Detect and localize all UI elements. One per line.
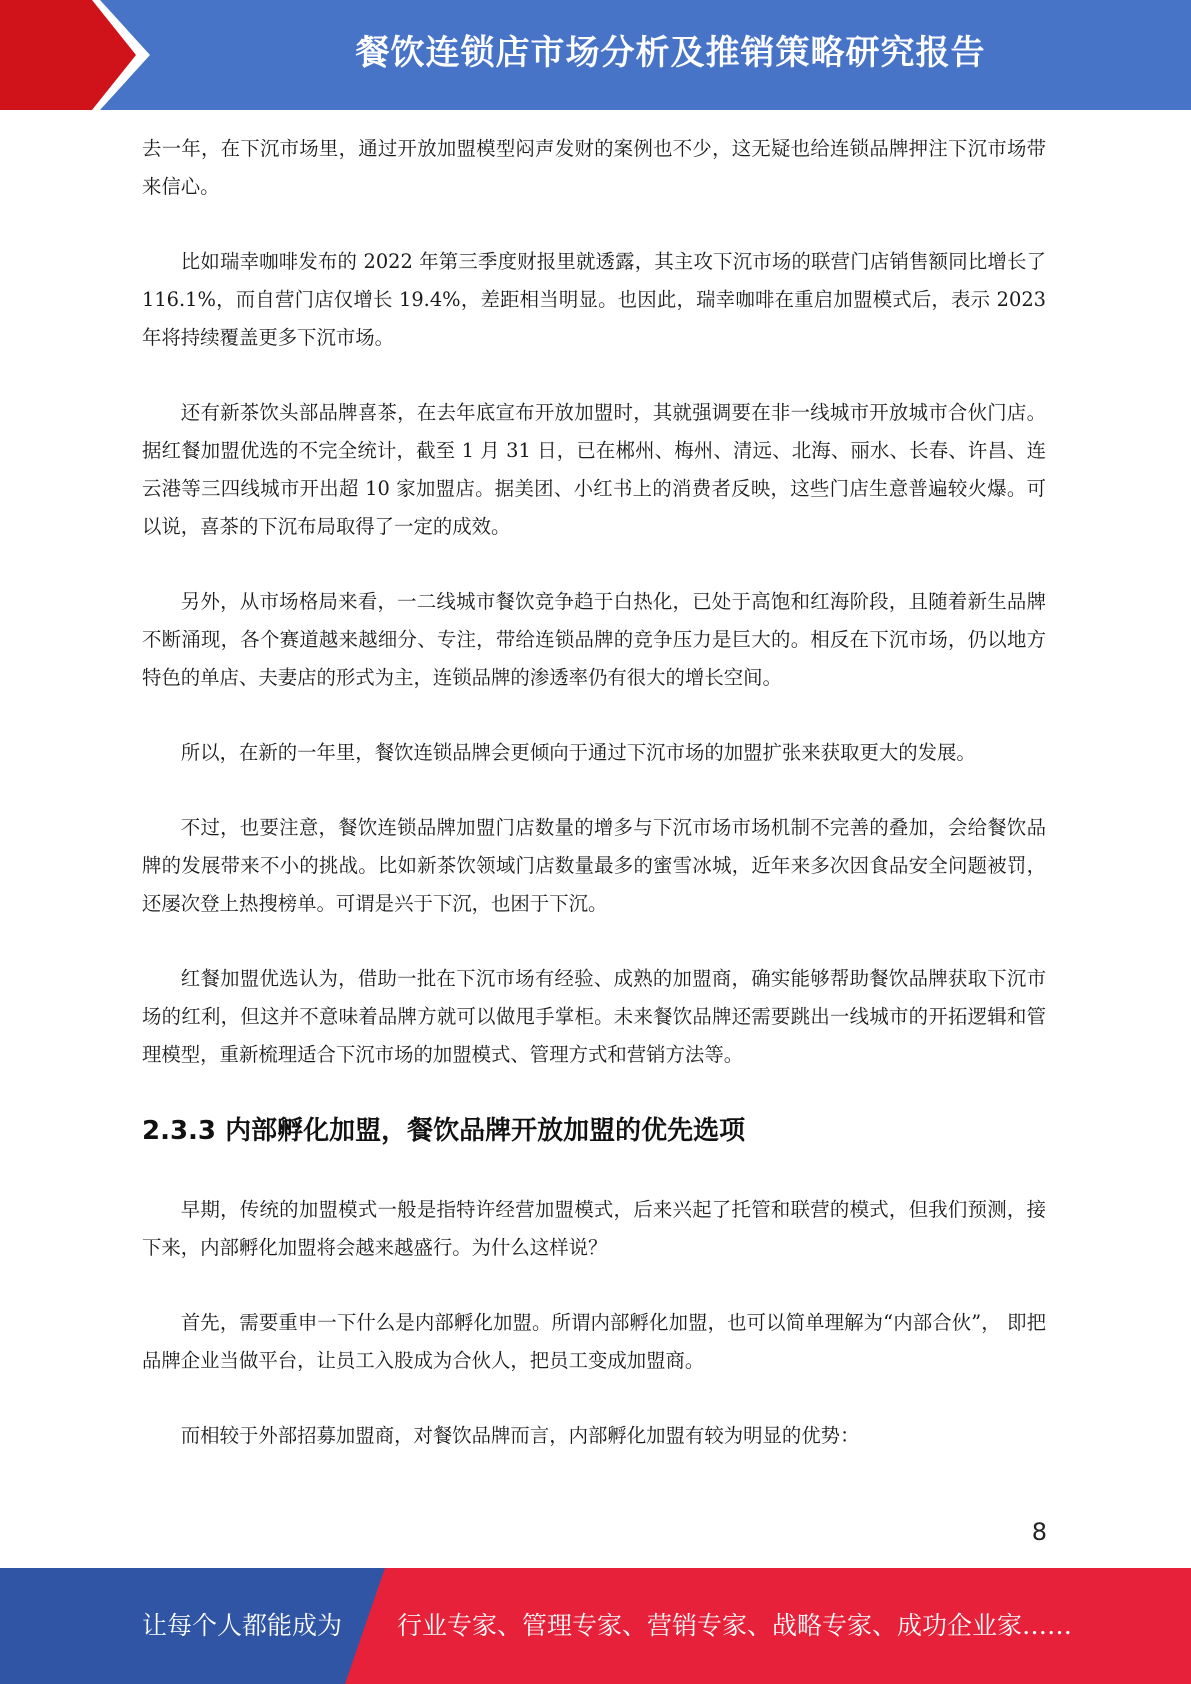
- paragraph: 早期，传统的加盟模式一般是指特许经营加盟模式，后来兴起了托管和联营的模式，但我们预测，接下来，内部孵化加盟将会越来越盛行。为什么这样说？: [142, 1198, 1046, 1259]
- footer-slogan-left: 让每个人都能成为: [142, 1611, 343, 1640]
- paragraph: 而相较于外部招募加盟商，对餐饮品牌而言，内部孵化加盟有较为明显的优势：: [180, 1424, 860, 1447]
- section-heading: 2.3.3 内部孵化加盟，餐饮品牌开放加盟的优先选项: [142, 1116, 746, 1146]
- document-body: [142, 130, 1046, 1492]
- page-number: 8: [1031, 1518, 1047, 1546]
- paragraph: 所以，在新的一年里，餐饮连锁品牌会更倾向于通过下沉市场的加盟扩张来获取更大的发展。: [180, 741, 976, 764]
- page-header: [0, 0, 1191, 110]
- paragraph: 还有新茶饮头部品牌喜茶，在去年底宣布开放加盟时，其就强调要在非一线城市开放城市合伙门店。据红餐加盟优选的不完全统计，截至 1 月 31 日，已在郴州、梅州、清远、北海、丽水、长春、许昌、连云港等三四线城市开出超 10 家加盟店。据美团、小红书上的消费者反映，这些门店生意普遍较火爆。可以说，喜茶的下沉布局取得了一定的成效。: [142, 401, 1046, 538]
- paragraph: 比如瑞幸咖啡发布的 2022 年第三季度财报里就透露，其主攻下沉市场的联营门店销售额同比增长了 116.1%，而自营门店仅增长 19.4%，差距相当明显。也因此，瑞幸咖啡在重启加盟模式后，表示 2023 年将持续覆盖更多下沉市场。: [142, 250, 1046, 349]
- paragraph: 另外，从市场格局来看，一二线城市餐饮竞争趋于白热化，已处于高饱和红海阶段，且随着新生品牌不断涌现，各个赛道越来越细分、专注，带给连锁品牌的竞争压力是巨大的。相反在下沉市场，仍以地方特色的单店、夫妻店的形式为主，连锁品牌的渗透率仍有很大的增长空间。: [142, 590, 1046, 689]
- paragraph: 首先，需要重申一下什么是内部孵化加盟。所谓内部孵化加盟，也可以简单理解为“内部合伙”， 即把品牌企业当做平台，让员工入股成为合伙人，把员工变成加盟商。: [142, 1311, 1046, 1372]
- report-title: 餐饮连锁店市场分析及推销策略研究报告: [355, 33, 986, 73]
- footer-slogan-right: 行业专家、管理专家、营销专家、战略专家、成功企业家……: [397, 1611, 1073, 1640]
- paragraph: 红餐加盟优选认为，借助一批在下沉市场有经验、成熟的加盟商，确实能够帮助餐饮品牌获取下沉市场的红利，但这并不意味着品牌方就可以做甩手掌柜。未来餐饮品牌还需要跳出一线城市的开拓逻辑和管理模型，重新梳理适合下沉市场的加盟模式、管理方式和营销方法等。: [142, 967, 1046, 1066]
- paragraph: 不过，也要注意，餐饮连锁品牌加盟门店数量的增多与下沉市场市场机制不完善的叠加，会给餐饮品牌的发展带来不小的挑战。比如新茶饮领域门店数量最多的蜜雪冰城，近年来多次因食品安全问题被罚，还屡次登上热搜榜单。可谓是兴于下沉，也困于下沉。: [142, 816, 1046, 915]
- page-footer: [0, 1568, 1191, 1684]
- paragraph: 去一年，在下沉市场里，通过开放加盟模型闷声发财的案例也不少，这无疑也给连锁品牌押注下沉市场带来信心。: [142, 137, 1046, 198]
- chevron-arrow-decoration: [0, 0, 160, 110]
